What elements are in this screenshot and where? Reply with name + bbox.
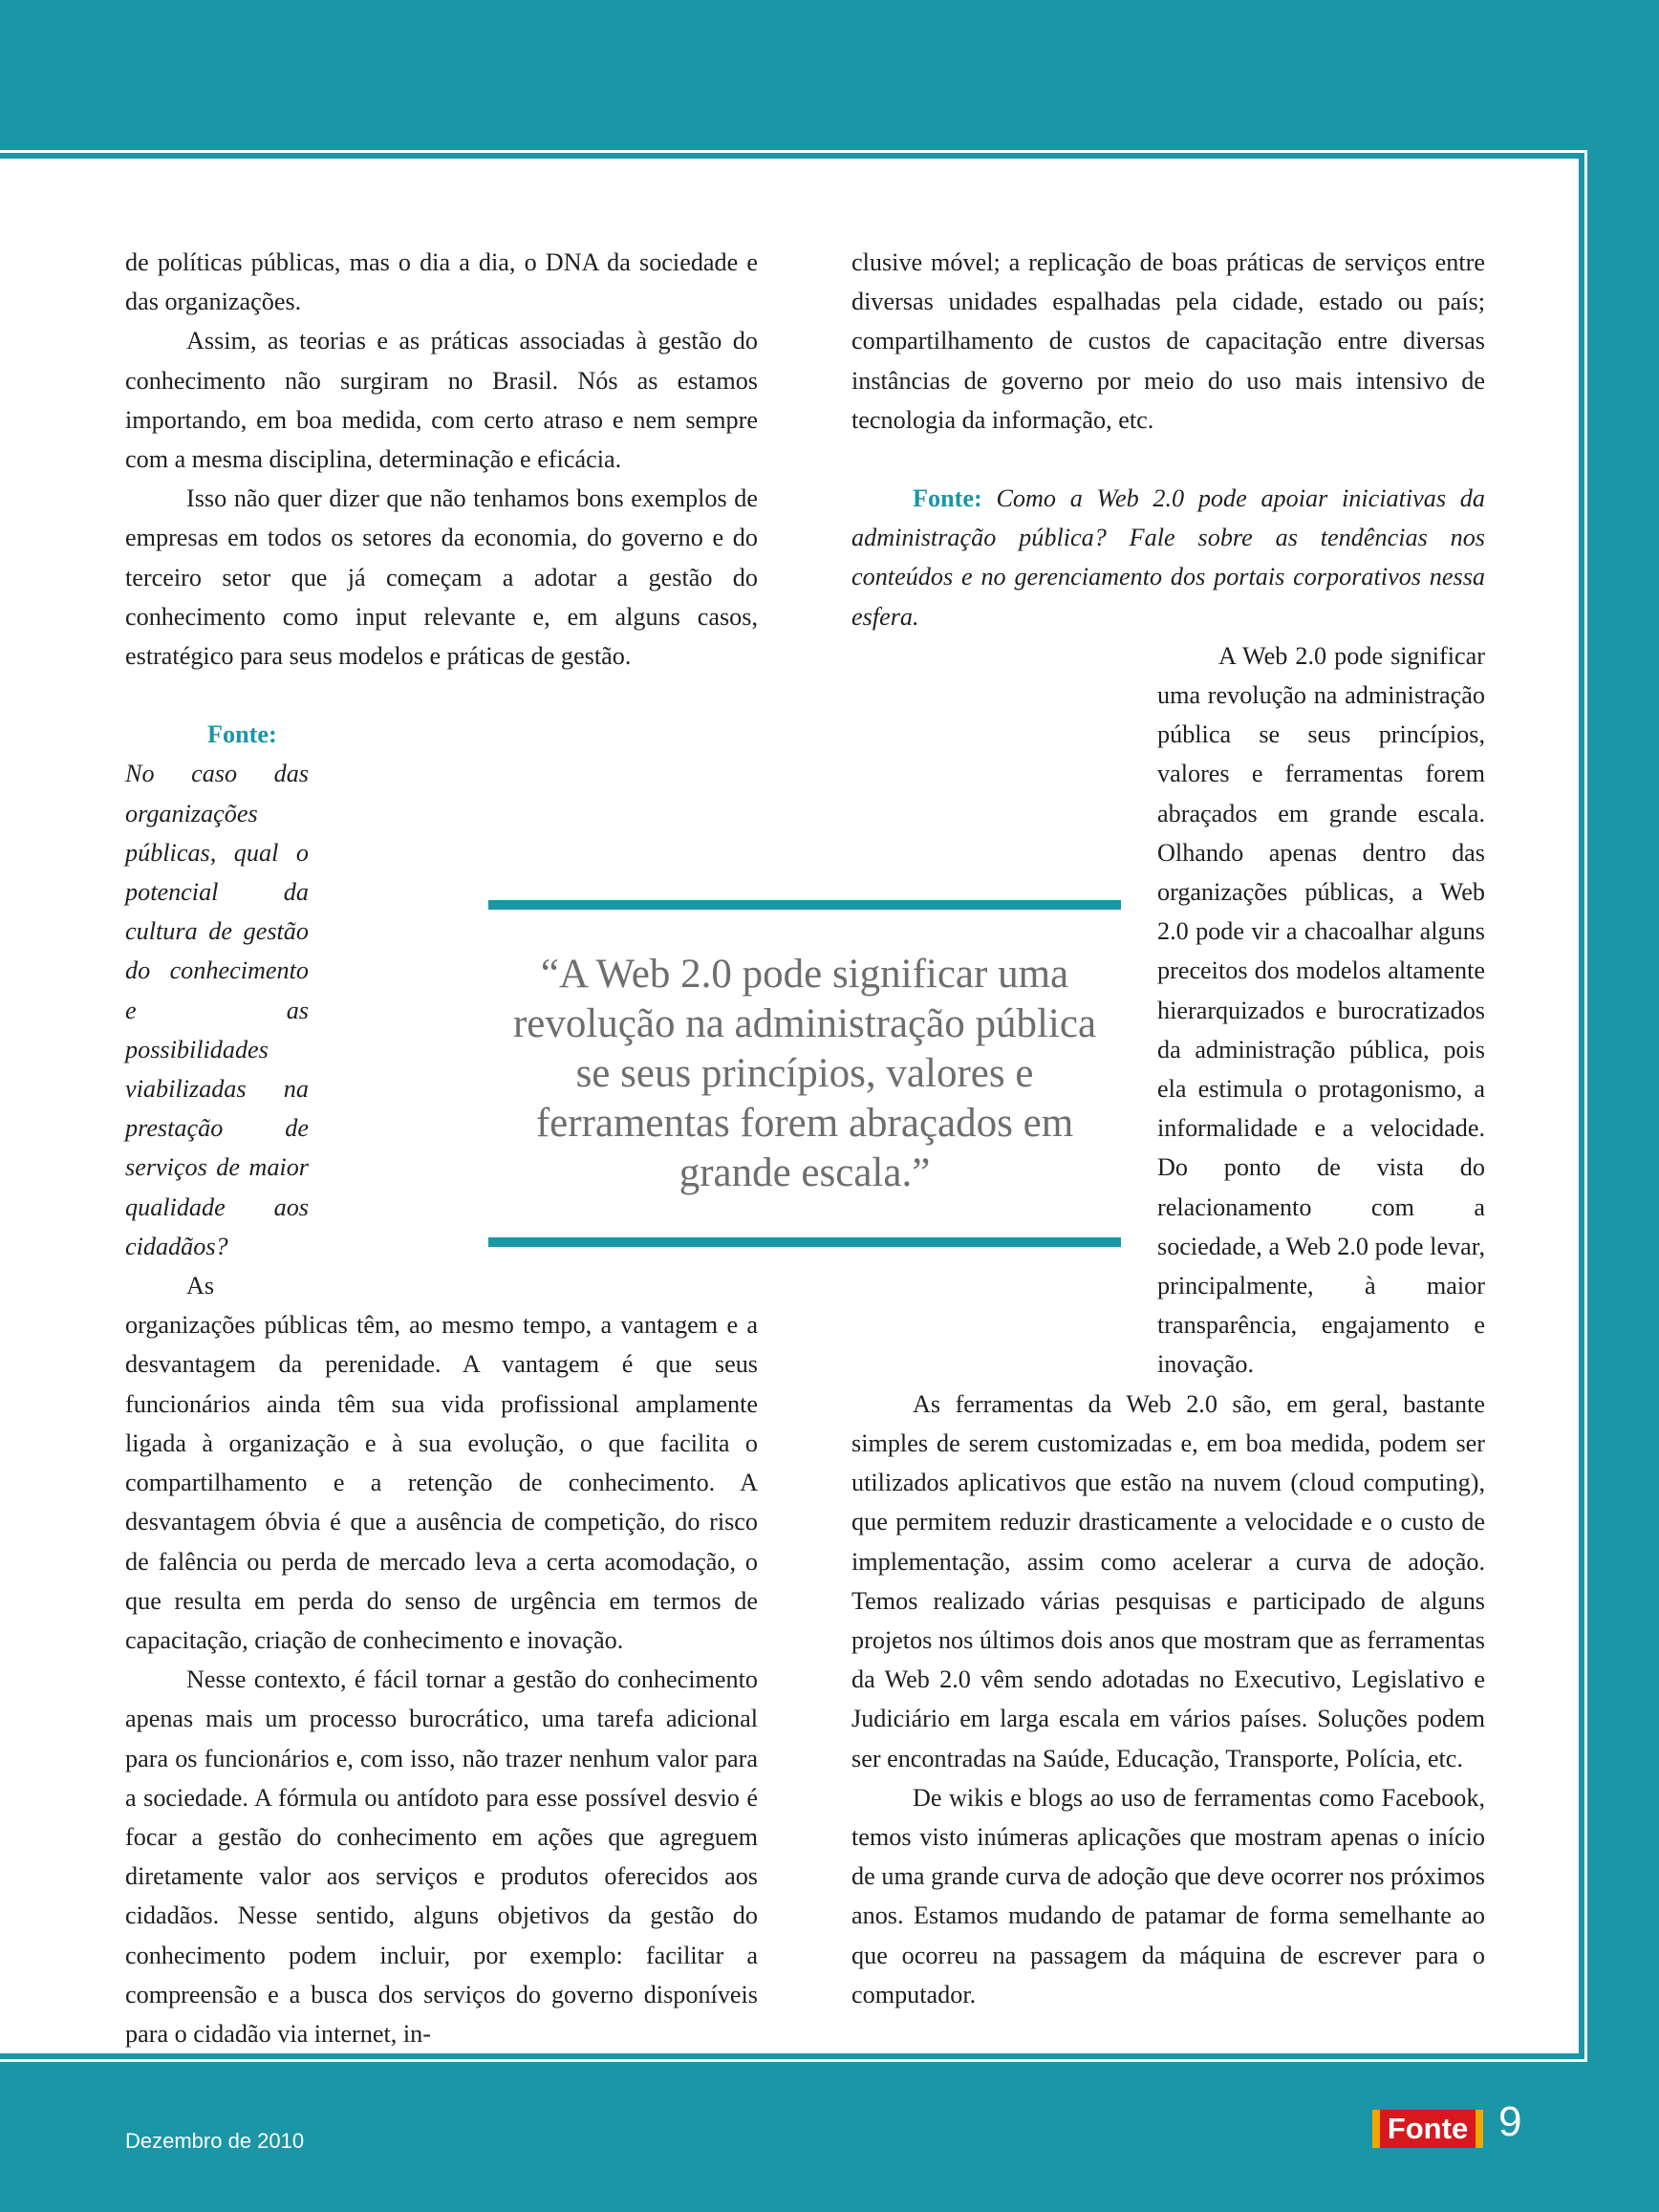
left-paragraph-1: de políticas públicas, mas o dia a dia, o DNA da sociedade e das organizações.: [125, 248, 758, 316]
question-label: Fonte:: [913, 484, 982, 513]
question-text: No caso das organizações públicas, qual o potencial da cultura de gestão do conhecimento e as possibilidades viabilizadas na prestação de serviços de maior qualidade aos cidadãos?: [125, 760, 309, 1260]
question-text: Como a Web 2.0 pode apoiar iniciativas da administração pública? Fale sobre as tendências nos conteúdos e no gerenciamento dos portais corporativos nessa esfera.: [851, 484, 1485, 631]
left-paragraph-2: Assim, as teorias e as práticas associadas à gestão do conhecimento não surgiram no Brasil. Nós as estamos importando, em boa medida, com certo atraso e nem sempre com a mesma disciplina, determinação e eficácia.: [125, 327, 758, 474]
right-paragraph-2: A Web 2.0 pode significar uma revolução na administração pública se seus princípios, valores e ferramentas forem abraçados em grande escala. Olhando apenas dentro das organizações públicas, a Web 2.0 pode vir a chacoalhar alguns preceitos dos modelos altamente hierarquizados e burocratizados da administração pública, pois ela estimula o protagonismo, a informalidade e a velocidade. Do ponto de vista do relacionamento com a sociedade, a Web 2.0 pode levar, principalmente, à maior transparência, engajamento e inovação.: [1157, 641, 1485, 1379]
footer-date: Dezembro de 2010: [125, 2129, 305, 2153]
left-paragraph-3: Isso não quer dizer que não tenhamos bons exemplos de empresas em todos os setores da economia, do governo e do terceiro setor que já começam a adotar a gestão do conhecimento como input relevante e, em alguns casos, estratégico para seus modelos e práticas de gestão.: [125, 484, 758, 671]
pull-quote-text: “A Web 2.0 pode significar uma revolução na administração pública se seus princípios, valores e ferramentas forem abraçados em grande escala.”: [512, 951, 1097, 1195]
fonte-logo: Fonte: [1372, 2110, 1483, 2148]
right-paragraph-4: De wikis e blogs ao uso de ferramentas como Facebook, temos visto inúmeras aplicações que mostram apenas o início de uma grande curva de adoção que deve ocorrer nos próximos anos. Estamos mudando de patamar de forma semelhante ao que ocorreu na passagem da máquina de escrever para o computador.: [851, 1783, 1485, 2008]
pull-quote: [488, 900, 1121, 1247]
right-paragraph-3: As ferramentas da Web 2.0 são, em geral, bastante simples de serem customizadas e, em boa medida, podem ser utilizados aplicativos que estão na nuvem (cloud computing), que permitem reduzir drasticamente a velocidade e o custo de implementação, assim como acelerar a curva de adoção. Temos realizado várias pesquisas e participado de alguns projetos nos últimos dois anos que mostram que as ferramentas da Web 2.0 vêm sendo adotadas no Executivo, Legislativo e Judiciário em larga escala em vários países. Soluções podem ser encontradas na Saúde, Educação, Transporte, Polícia, etc.: [851, 1389, 1485, 1772]
page-number: 9: [1498, 2098, 1522, 2145]
right-paragraph-1: clusive móvel; a replicação de boas práticas de serviços entre diversas unidades espalhadas pela cidade, estado ou país; compartilhamento de custos de capacitação entre diversas instâncias de governo por meio do uso mais intensivo de tecnologia da informação, etc.: [851, 248, 1485, 434]
interview-question-2: [851, 479, 1485, 636]
left-paragraph-5: Nesse contexto, é fácil tornar a gestão do conhecimento apenas mais um processo burocrático, uma tarefa adicional para os funcionários e, com isso, não trazer nenhum valor para a sociedade. A fórmula ou antídoto para esse possível desvio é focar a gestão do conhecimento em ações que agreguem diretamente valor aos serviços e produtos oferecidos aos cidadãos. Nesse sentido, alguns objetivos da gestão do conhecimento podem incluir, por exemplo: facilitar a compreensão e a busca dos serviços do governo disponíveis para o cidadão via internet, in-: [125, 1665, 758, 2048]
left-paragraph-4: As organizações públicas têm, ao mesmo tempo, a vantagem e a desvantagem da perenidade. A vantagem é que seus funcionários ainda têm sua vida profissional amplamente ligada à organização e à sua evolução, o que facilita o compartilhamento e a retenção de conhecimento. A desvantagem óbvia é que a ausência de competição, do risco de falência ou perda de mercado leva a certa acomodação, o que resulta em perda do senso de urgência em termos de capacitação, criação de conhecimento e inovação.: [125, 1272, 758, 1654]
question-label: Fonte:: [207, 720, 277, 749]
